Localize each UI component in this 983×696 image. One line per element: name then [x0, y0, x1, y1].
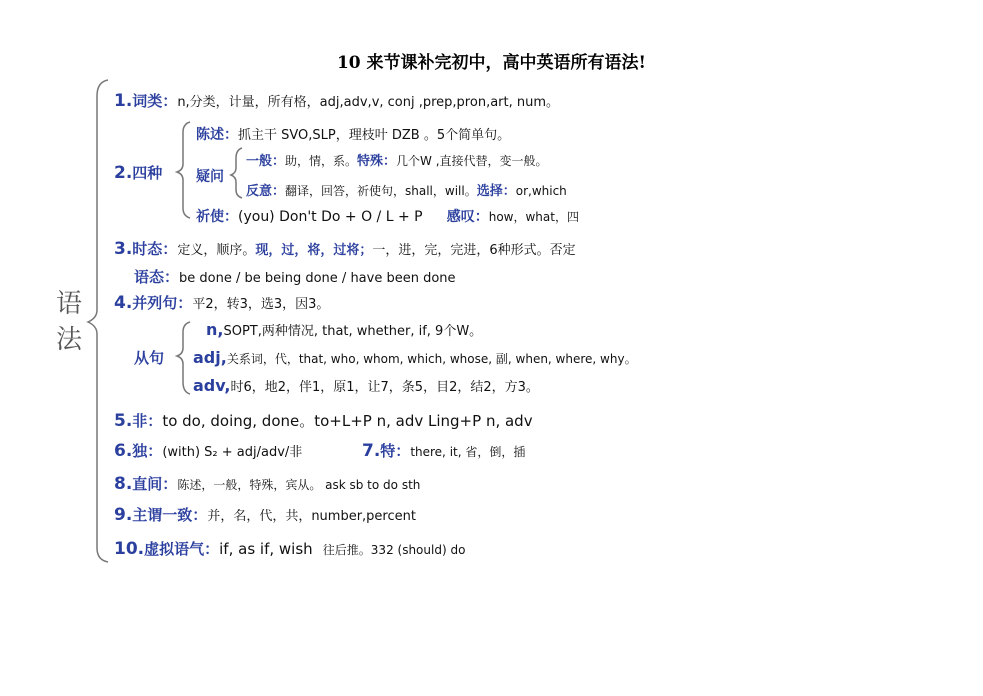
item-four-sentences	[114, 162, 162, 183]
item-number: 7.	[362, 441, 381, 461]
item-key: 独：	[132, 442, 163, 460]
item-absolute	[114, 440, 302, 461]
item-key: 语态：	[134, 268, 180, 286]
item-key: 虚拟语气：	[144, 540, 220, 558]
branch-text: (you) Don't Do + O / L + P	[238, 209, 423, 225]
root-label: 语法	[56, 289, 83, 355]
item-text: 并，名，代，共，number,percent	[207, 509, 416, 524]
item-text: if, as if, wish	[219, 540, 313, 558]
branch-qishi	[196, 206, 579, 226]
clause-key: n,	[206, 320, 224, 339]
item-voice	[134, 266, 456, 287]
item-text: 一，进，完，完进，6种形式。否定	[372, 243, 576, 258]
item-key: 时态：	[132, 240, 178, 258]
item-text: 往后推。332 (should) do	[322, 543, 466, 557]
item-special	[362, 440, 525, 461]
branch-text: how，what，四	[488, 210, 579, 224]
item-key: 非：	[132, 412, 163, 430]
item-number: 1.	[114, 91, 133, 111]
item-subjunctive	[114, 538, 465, 559]
branch-key: 一般：	[246, 154, 286, 169]
branch-text: 抓主干 SVO,SLP，理枝叶 DZB 。5个简单句。	[238, 128, 511, 143]
item-key: 并列句：	[132, 294, 193, 312]
item-number: 6.	[114, 441, 133, 461]
item-text: (with) S₂ + adj/adv/非	[162, 445, 303, 460]
sizhong-bracket	[177, 122, 190, 218]
item-highlight: 现，过，将，过将；	[255, 243, 373, 258]
item-key: 四种	[132, 164, 163, 182]
clause-text: 时6，地2，伴1，原1，让7，条5，目2，结2，方3。	[230, 380, 539, 395]
branch-key: 选择：	[476, 184, 516, 199]
item-number: 3.	[114, 239, 133, 259]
branch-key: 陈述：	[196, 127, 238, 143]
clause-adj	[193, 348, 637, 367]
item-text: 陈述，一般，特殊，宾从。 ask sb to do sth	[177, 478, 421, 492]
item-agreement	[114, 504, 416, 525]
item-text: 平2，转3，选3，因3。	[192, 297, 330, 312]
item-key: 直间：	[132, 475, 178, 493]
yiwen-bracket	[231, 148, 242, 198]
branch-text: or,which	[515, 184, 567, 198]
item-key: 主谓一致：	[132, 506, 208, 524]
item-text: there, it, 省，倒，插	[410, 445, 526, 459]
item-word-classes	[114, 90, 559, 111]
item-number: 10.	[114, 539, 145, 559]
branch-fanyi	[246, 180, 567, 199]
branch-key: 疑问	[196, 169, 224, 185]
branch-clause	[134, 347, 164, 368]
item-tenses	[114, 238, 576, 259]
item-number: 2.	[114, 163, 133, 183]
item-text: 定义，顺序。	[177, 243, 256, 258]
item-number: 8.	[114, 474, 133, 494]
item-number: 5.	[114, 411, 133, 431]
clause-adv	[193, 376, 539, 395]
item-compound-sentence	[114, 292, 329, 313]
item-nonfinite	[114, 410, 533, 431]
clause-key: adj,	[193, 348, 227, 367]
item-text: be done / be being done / have been done	[179, 271, 456, 286]
branch-key: 从句	[134, 349, 165, 367]
congju-bracket	[177, 322, 190, 394]
item-number: 9.	[114, 505, 133, 525]
clause-text: 关系词，代，that, who, whom, which, whose, 副, when, where, why。	[226, 352, 637, 366]
page-title: 10 来节课补完初中，高中英语所有语法!	[336, 53, 647, 73]
item-text: to do, doing, done。to+L+P n, adv Ling+P n, adv	[162, 412, 533, 430]
item-key: 特：	[380, 442, 411, 460]
clause-text: SOPT,两种情况, that, whether, if, 9个W。	[223, 324, 483, 339]
main-bracket	[88, 80, 108, 562]
branch-chenshu	[196, 124, 510, 144]
branch-key: 反意：	[246, 184, 286, 199]
branch-key: 感叹：	[446, 209, 489, 225]
item-text: n,分类，计量，所有格，adj,adv,v, conj ,prep,pron,art, num。	[177, 95, 560, 110]
branch-yiwen	[196, 166, 224, 186]
item-key: 词类：	[132, 92, 178, 110]
branch-text: 助，情，系。	[285, 154, 358, 168]
branch-text: 翻译，回答，祈使句，shall，will。	[285, 184, 477, 198]
item-direct-indirect	[114, 473, 420, 494]
branch-text: 几个W ,直接代替，变一般。	[396, 154, 548, 168]
clause-key: adv,	[193, 376, 231, 395]
branch-key: 祈使：	[196, 209, 238, 225]
item-number: 4.	[114, 293, 133, 313]
branch-yiban	[246, 150, 548, 169]
clause-noun	[206, 320, 482, 339]
branch-key: 特殊：	[357, 154, 397, 169]
